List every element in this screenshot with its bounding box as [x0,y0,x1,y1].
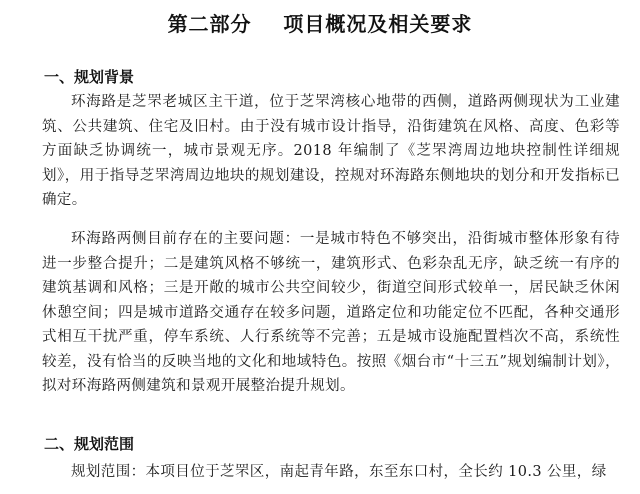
page-title: 第二部分 项目概况及相关要求 [167,12,473,36]
section-heading-planning-scope: 二、规划范围 [44,435,135,453]
paragraph-scope-1: 规划范围：本项目位于芝罘区，南起青年路，东至东口村，全长约 10.3 公里，绿 [71,464,607,480]
paragraph-background-1: 环海路是芝罘老城区主干道，位于芝罘湾核心地带的西侧，道路两侧现状为工业建筑、公共建筑、住宅及旧村。由于没有城市设计指导，沿街建筑在风格、高度、色彩等方面缺乏协调统一，城市景观无序。2018 年编制了《芝罘湾周边地块控制性详细规划》，用于指导芝罘湾周边地块的规划建设，控规对环海路东侧地块的划分和开发指标已确定。 [42,94,620,208]
paragraph-background-2: 环海路两侧目前存在的主要问题：一是城市特色不够突出，沿街城市整体形象有待进一步整合提升；二是建筑风格不够统一，建筑形式、色彩杂乱无序，缺乏统一有序的建筑基调和风格；三是开敞的城市公共空间较少，街道空间形式较单一，居民缺乏休闲休憩空间；四是城市道路交通存在较多问题，道路定位和功能定位不匹配，各种交通形式相互干扰严重，停车系统、人行系统等不完善；五是城市设施配置档次不高，系统性较差，没有恰当的反映当地的文化和地域特色。按照《烟台市“十三五”规划编制计划》，拟对环海路两侧建筑和景观开展整治提升规划。 [42,231,620,394]
section-heading-planning-background: 一、规划背景 [44,68,135,86]
